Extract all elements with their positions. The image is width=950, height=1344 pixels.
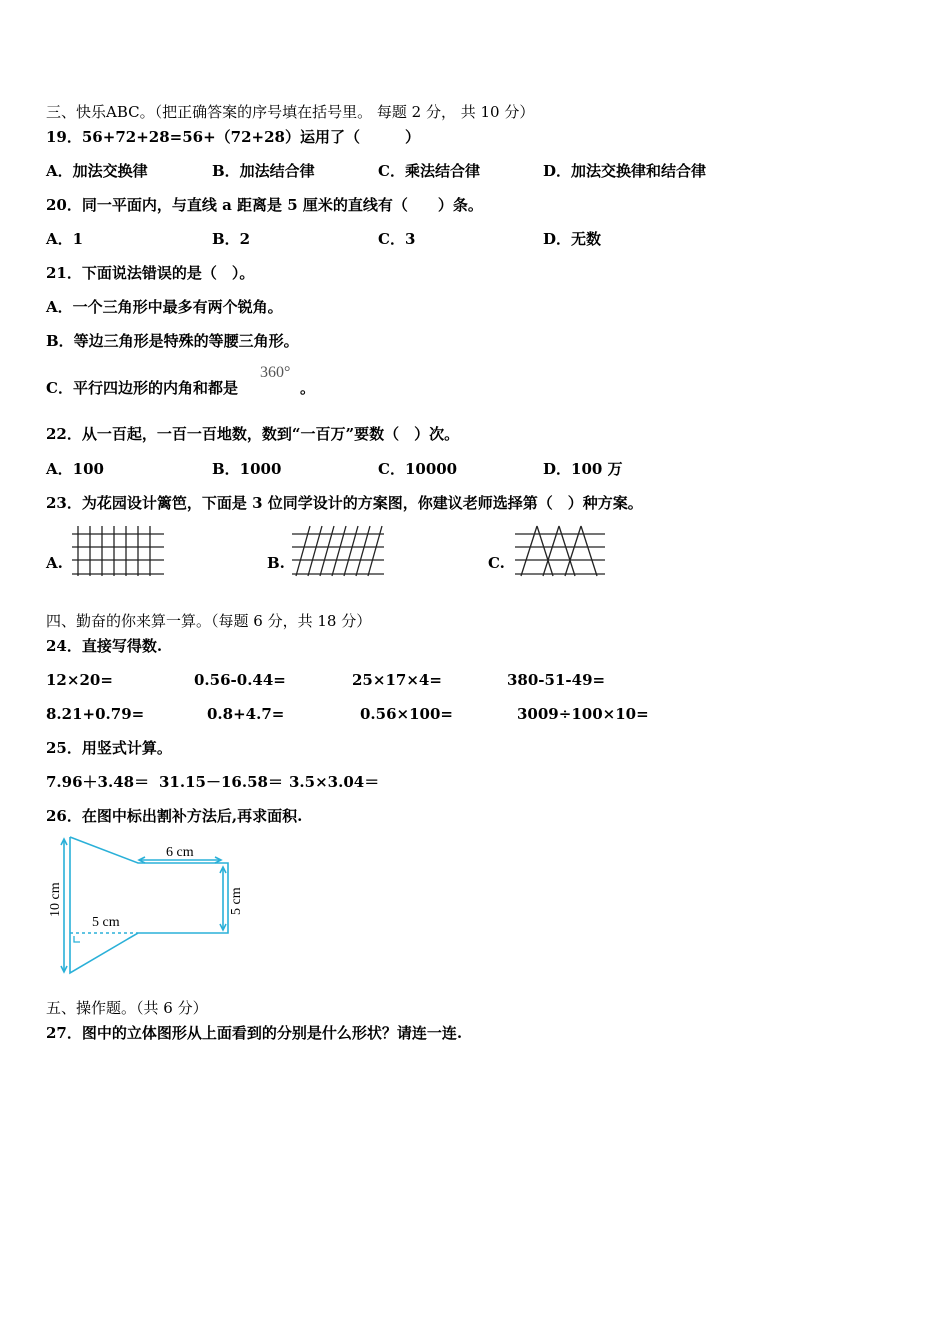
q20-option-b[interactable]: B．2 [212, 230, 251, 248]
q23-option-c-label[interactable]: C. [488, 554, 505, 572]
q21-stem: 21．下面说法错误的是（ ）。 [46, 264, 255, 282]
q19-option-d[interactable]: D．加法交换律和结合律 [543, 162, 707, 180]
q23-option-b-label[interactable]: B. [267, 554, 285, 572]
q26-label-middle: 5 cm [92, 915, 120, 930]
q21-option-b[interactable]: B．等边三角形是特殊的等腰三角形。 [46, 332, 299, 350]
q26-composite-figure [40, 832, 250, 982]
q21-option-c[interactable]: C．平行四边形的内角和都是 [46, 379, 238, 397]
q24-item-8: 3009÷100×10= [517, 705, 649, 723]
q20-option-c[interactable]: C．3 [378, 230, 416, 248]
q19-option-a[interactable]: A．加法交换律 [46, 162, 148, 180]
q21-option-a[interactable]: A．一个三角形中最多有两个锐角。 [46, 298, 283, 316]
q26-label-top: 6 cm [166, 845, 194, 860]
q23-option-a-label[interactable]: A. [46, 554, 63, 572]
section3-title: 三、快乐ABC。（把正确答案的序号填在括号里。 每题 2 分， 共 10 分） [46, 103, 535, 121]
q24-item-5: 8.21+0.79= [46, 705, 145, 723]
q22-option-c[interactable]: C．10000 [378, 460, 458, 478]
section5-title: 五、操作题。（共 6 分） [46, 999, 208, 1017]
fence-design-b-figure[interactable] [292, 526, 384, 578]
q25-stem: 25．用竖式计算。 [46, 739, 172, 757]
q22-stem: 22．从一百起，一百一百地数，数到“一百万”要数（ ）次。 [46, 425, 460, 443]
q25-item-3: 3.5×3.04＝ [289, 773, 380, 791]
q19-stem: 19．56+72+28=56+（72+28）运用了（ ） [46, 128, 420, 146]
q22-option-b[interactable]: B．1000 [212, 460, 282, 478]
q23-stem: 23．为花园设计篱笆，下面是 3 位同学设计的方案图，你建议老师选择第（ ）种方案。 [46, 494, 643, 512]
q21-option-c-end: 。 [300, 379, 316, 397]
q26-label-right: 5 cm [229, 887, 244, 915]
q20-stem: 20．同一平面内，与直线 a 距离是 5 厘米的直线有（ ）条。 [46, 196, 483, 214]
q20-option-d[interactable]: D．无数 [543, 230, 602, 248]
q24-item-1: 12×20= [46, 671, 113, 689]
q22-option-d[interactable]: D．100 万 [543, 460, 623, 478]
q25-item-1: 7.96＋3.48＝ [46, 773, 150, 791]
q24-item-2: 0.56-0.44= [194, 671, 286, 689]
q20-option-a[interactable]: A．1 [46, 230, 84, 248]
q24-item-6: 0.8+4.7= [207, 705, 285, 723]
q26-stem: 26．在图中标出割补方法后,再求面积. [46, 807, 303, 825]
q24-item-7: 0.56×100= [360, 705, 453, 723]
q24-item-4: 380-51-49= [507, 671, 606, 689]
q22-option-a[interactable]: A．100 [46, 460, 104, 478]
q25-item-2: 31.15－16.58＝ [159, 773, 283, 791]
q19-option-b[interactable]: B．加法结合律 [212, 162, 315, 180]
q24-item-3: 25×17×4= [352, 671, 442, 689]
q21-degree-value: 360° [260, 364, 291, 381]
q27-stem: 27．图中的立体图形从上面看到的分别是什么形状？请连一连. [46, 1024, 463, 1042]
fence-design-c-figure[interactable] [513, 524, 605, 578]
section4-title: 四、勤奋的你来算一算。（每题 6 分，共 18 分） [46, 612, 372, 630]
q24-stem: 24．直接写得数. [46, 637, 163, 655]
fence-design-a-figure[interactable] [72, 526, 164, 578]
q26-label-left: 10 cm [48, 882, 63, 917]
q19-option-c[interactable]: C．乘法结合律 [378, 162, 480, 180]
